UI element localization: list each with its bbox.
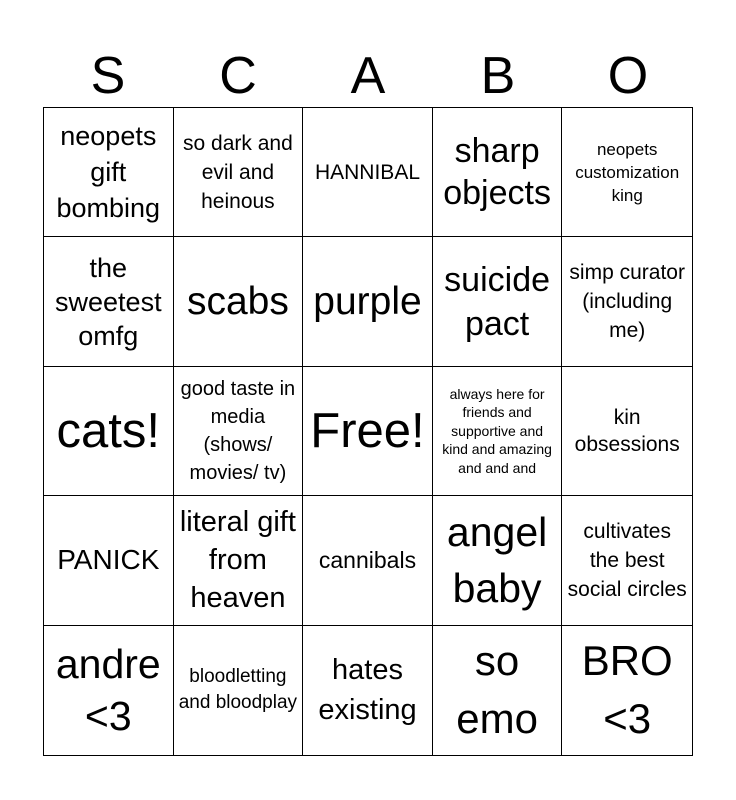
header-letter-o: O xyxy=(607,47,649,105)
bingo-cell[interactable] xyxy=(44,367,174,496)
cell-text: bloodletting and bloodplay xyxy=(178,666,298,714)
cell-text: neopets customization king xyxy=(575,139,680,205)
bingo-cell[interactable] xyxy=(562,237,692,366)
bingo-cell[interactable] xyxy=(44,496,174,625)
header-letter-s: S xyxy=(90,47,126,105)
cell-text: good taste in media (shows/ movies/ tv) xyxy=(180,377,296,484)
bingo-board xyxy=(43,107,693,756)
cell-text: so dark and evil and heinous xyxy=(183,131,293,213)
bingo-cell[interactable] xyxy=(433,496,563,625)
cell-text: sharp objects xyxy=(443,132,551,213)
cell-text: andre <3 xyxy=(55,641,161,740)
cell-text: suicide pact xyxy=(444,260,551,343)
cell-text: BRO <3 xyxy=(581,637,673,743)
bingo-cell[interactable] xyxy=(174,237,304,366)
bingo-cell[interactable] xyxy=(433,367,563,496)
cell-text: simp curator (including me) xyxy=(569,261,685,343)
bingo-cell[interactable] xyxy=(303,108,433,237)
bingo-cell[interactable] xyxy=(44,237,174,366)
header-letter-a: A xyxy=(350,47,386,105)
bingo-cell[interactable] xyxy=(303,626,433,755)
cell-text: cannibals xyxy=(318,547,417,574)
bingo-cell[interactable] xyxy=(174,626,304,755)
cell-text: cultivates the best social circles xyxy=(567,519,687,601)
cell-text: so emo xyxy=(456,637,538,743)
bingo-header xyxy=(43,44,693,108)
cell-text: HANNIBAL xyxy=(314,160,420,184)
cell-text: PANICK xyxy=(57,544,160,576)
cell-text: angel baby xyxy=(446,509,548,612)
header-letter-b: B xyxy=(480,47,516,105)
cell-text: always here for friends and supportive and kind and amazing and and and xyxy=(442,385,552,476)
bingo-cell[interactable] xyxy=(562,496,692,625)
bingo-cell[interactable] xyxy=(44,626,174,755)
bingo-cell[interactable] xyxy=(174,367,304,496)
bingo-cell[interactable] xyxy=(174,496,304,625)
cell-text: neopets gift bombing xyxy=(56,121,161,224)
bingo-cell[interactable] xyxy=(433,626,563,755)
bingo-cell[interactable] xyxy=(433,237,563,366)
bingo-cell[interactable] xyxy=(562,626,692,755)
bingo-cell[interactable] xyxy=(303,496,433,625)
bingo-cell[interactable] xyxy=(303,237,433,366)
cell-text: literal gift from heaven xyxy=(179,506,296,615)
header-letter-c: C xyxy=(219,47,257,105)
cell-text: hates existing xyxy=(318,654,417,727)
cell-text: cats! xyxy=(56,403,161,458)
cell-text: kin obsessions xyxy=(574,405,680,456)
cell-text: the sweetest omfg xyxy=(55,252,162,351)
cell-text: scabs xyxy=(186,279,289,323)
cell-text: purple xyxy=(313,279,422,323)
bingo-cell[interactable] xyxy=(433,108,563,237)
free-space xyxy=(303,367,433,496)
free-space-text: Free! xyxy=(310,403,425,458)
bingo-cell[interactable] xyxy=(562,367,692,496)
bingo-cell[interactable] xyxy=(174,108,304,237)
bingo-cell[interactable] xyxy=(562,108,692,237)
bingo-cell[interactable] xyxy=(44,108,174,237)
